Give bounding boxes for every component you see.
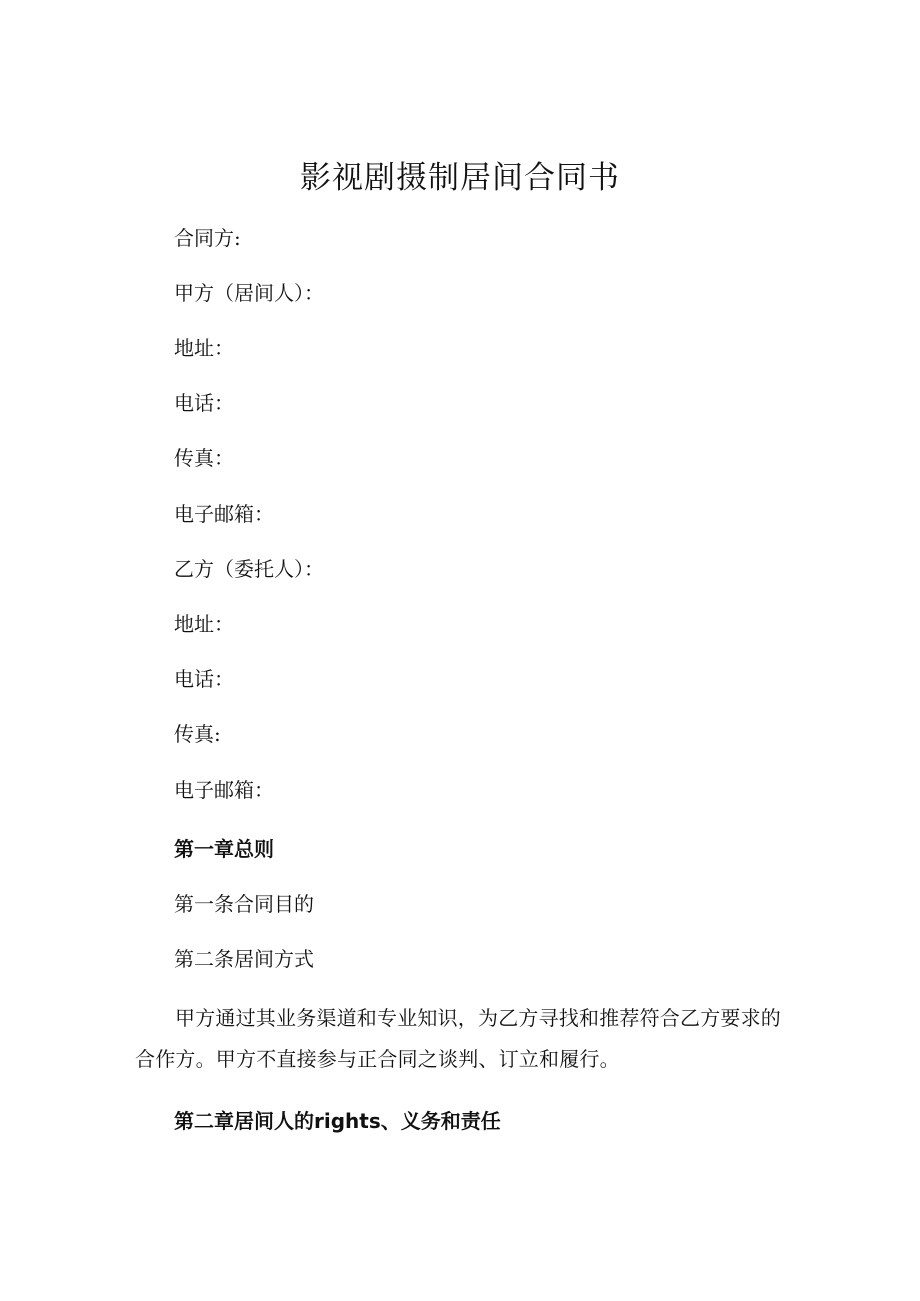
party-b-address: 地址：: [174, 612, 234, 636]
document-title: 影视剧摄制居间合同书: [300, 160, 620, 196]
party-a-address: 地址：: [174, 336, 234, 360]
article-1-title: 第一条合同目的: [174, 892, 314, 916]
party-a-phone: 电话：: [174, 391, 234, 415]
party-a-label: 甲方（居间人）：: [174, 281, 324, 305]
chapter-2-heading: 第二章居间人的rights、义务和责任: [174, 1109, 501, 1133]
article-2-paragraph: 甲方通过其业务渠道和专业知识，为乙方寻找和推荐符合乙方要求的合作方。甲方不直接参与正合同之谈判、订立和履行。: [135, 1006, 781, 1071]
article-2-title: 第二条居间方式: [174, 947, 314, 971]
party-a-fax: 传真：: [174, 446, 234, 470]
party-b-phone: 电话：: [174, 667, 234, 691]
chapter-1-heading: 第一章总则: [174, 837, 274, 861]
parties-label: 合同方:: [174, 226, 241, 250]
party-b-label: 乙方（委托人）：: [174, 557, 324, 581]
party-a-email: 电子邮箱：: [174, 502, 274, 526]
party-b-email: 电子邮箱：: [174, 778, 274, 802]
party-b-fax: 传真:: [174, 722, 221, 746]
